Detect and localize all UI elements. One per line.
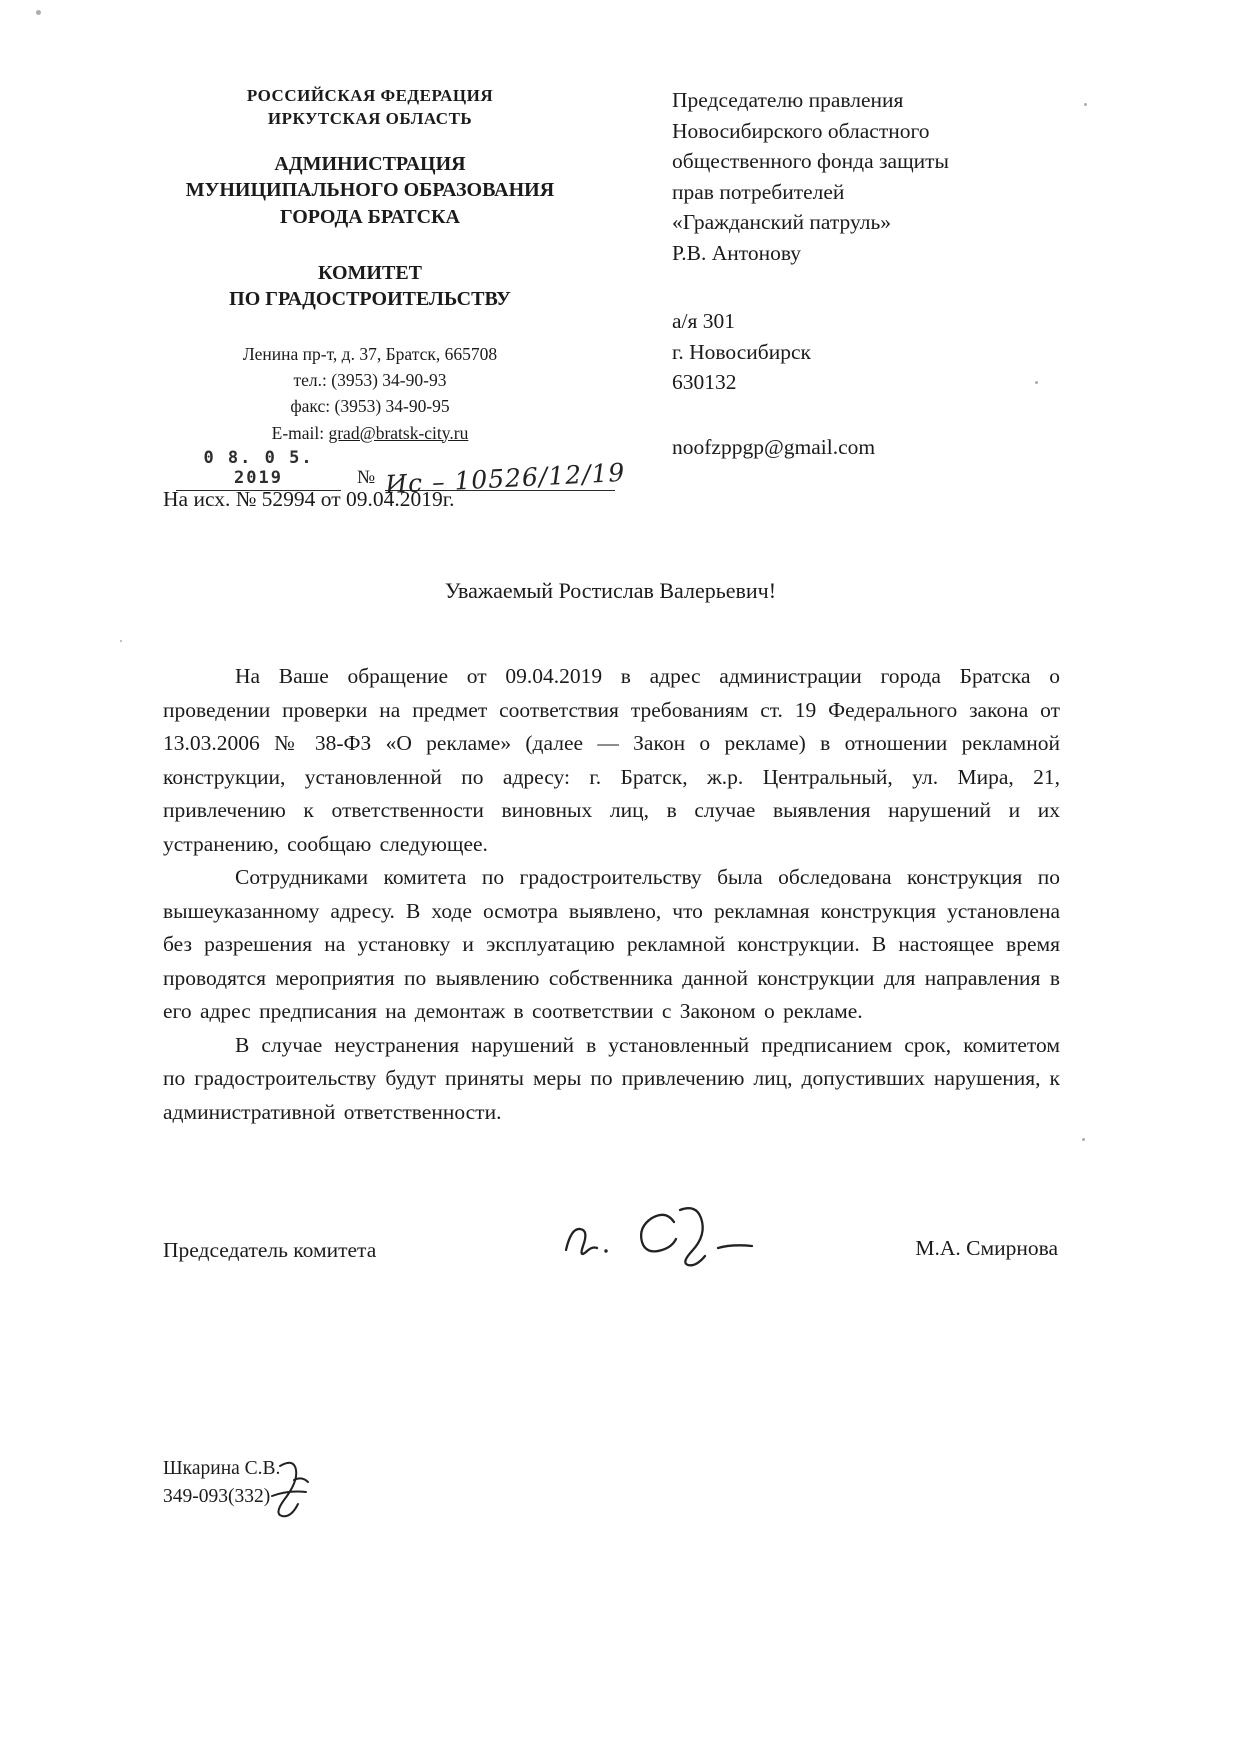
recipient-line: «Гражданский патруль» xyxy=(672,210,892,235)
outgoing-number-handwritten: Ис – 10526/12/19 xyxy=(384,457,627,500)
date-stamp: 0 8. 0 5. 2019 xyxy=(203,448,314,488)
recipient-email: noofzppgp@gmail.com xyxy=(672,434,876,459)
signer-name: М.А. Смирнова xyxy=(915,1236,1058,1260)
letterhead-email-line xyxy=(150,420,590,446)
signer-position: Председатель комитета xyxy=(163,1238,377,1262)
letterhead-org-line1: АДМИНИСТРАЦИЯ xyxy=(274,152,466,175)
letterhead-country-line1: РОССИЙСКАЯ ФЕДЕРАЦИЯ xyxy=(246,86,494,105)
letterhead-address: Ленина пр-т, д. 37, Братск, 665708 xyxy=(242,343,498,364)
recipient-name: Р.В. Антонову xyxy=(672,240,802,265)
recipient-line: прав потребителей xyxy=(672,179,845,204)
letter-body xyxy=(163,660,1060,1129)
scan-artifact xyxy=(1082,1138,1085,1141)
executor-scribble-icon xyxy=(258,1452,328,1527)
executor-name: Шкарина С.В. xyxy=(163,1458,281,1479)
letterhead-dept-line2: ПО ГРАДОСТРОИТЕЛЬСТВУ xyxy=(229,288,511,311)
body-paragraph-2: Сотрудниками комитета по градостроительству была обследована конструкция по вышеуказанному адресу. В ходе осмотра выявлено, что рекламная конструкция установлена без разрешения на установку и эксплуатацию рекламной конструкции. В настоящее время проводятся мероприятия по выявлению собственника данной конструкции для направления в его адрес предписания на демонтаж в соответствии с Законом о рекламе. xyxy=(163,865,1060,1024)
recipient-block xyxy=(672,85,1072,462)
body-paragraph-1: На Ваше обращение от 09.04.2019 в адрес администрации города Братска о проведении проверки на предмет соответствия требованиям ст. 19 Федерального закона от 13.03.2006 № 38-ФЗ «О рекламе» (далее — Закон о рекламе) в отношении рекламной конструкции, установленной по адресу: г. Братск, ж.р. Центральный, ул. Мира, 21, привлечению к ответственности виновных лиц, в случае выявления нарушений и их устранению, сообщаю следующее. xyxy=(163,664,1060,856)
signature-scribble-icon xyxy=(548,1198,778,1283)
letterhead-email-label: E-mail: xyxy=(271,422,329,443)
letterhead-org-line2: МУНИЦИПАЛЬНОГО ОБРАЗОВАНИЯ xyxy=(185,179,555,202)
reply-reference: На исх. № 52994 от 09.04.2019г. xyxy=(163,487,455,511)
scan-artifact xyxy=(1035,381,1038,384)
scan-artifact xyxy=(1084,103,1087,106)
letterhead-dept-line1: КОМИТЕТ xyxy=(317,262,422,285)
letterhead xyxy=(150,85,590,446)
letterhead-phone: тел.: (3953) 34-90-93 xyxy=(293,370,447,391)
letterhead-country-line2: ИРКУТСКАЯ ОБЛАСТЬ xyxy=(267,108,473,128)
recipient-city: г. Новосибирск xyxy=(672,339,811,364)
recipient-line: Новосибирского областного xyxy=(672,118,930,143)
number-sign: № xyxy=(357,467,376,488)
letterhead-fax: факс: (3953) 34-90-95 xyxy=(290,396,450,417)
recipient-po-box: а/я 301 xyxy=(672,309,736,334)
recipient-line: общественного фонда защиты xyxy=(672,149,949,174)
letterhead-org-line3: ГОРОДА БРАТСКА xyxy=(280,205,460,228)
date-stamp-box xyxy=(176,448,341,491)
scan-artifact xyxy=(120,640,122,642)
salutation: Уважаемый Ростислав Валерьевич! xyxy=(444,578,777,603)
letterhead-email: grad@bratsk-city.ru xyxy=(328,422,469,443)
executor-phone: 349-093(332) xyxy=(163,1486,271,1508)
recipient-zip: 630132 xyxy=(672,370,737,395)
recipient-line: Председателю правления xyxy=(672,88,904,112)
body-paragraph-3: В случае неустранения нарушений в установленный предписанием срок, комитетом по градостроительству будут приняты меры по привлечению лиц, допустивших нарушения, к административной ответственности. xyxy=(163,1032,1060,1124)
scan-artifact xyxy=(36,10,41,15)
